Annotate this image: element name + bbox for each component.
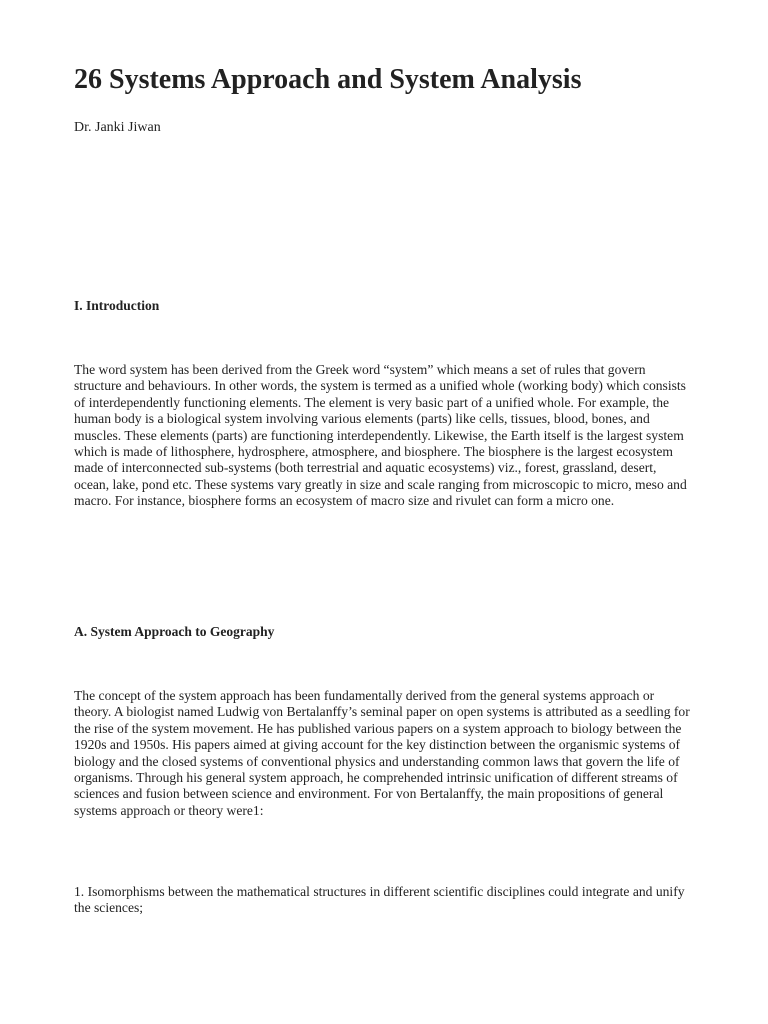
introduction-paragraph: The word system has been derived from the Greek word “system” which means a set of rules that govern structure and behaviours. In other words, the system is termed as a unified whole (working body) which consists of interdependently functioning elements. The element is very basic part of a unified whole. For example, the human body is a biological system involving various elements (parts) like cells, tissues, blood, bones, and muscles. These elements (parts) are functioning interdependently. Likewise, the Earth itself is the largest system which is made of lithosphere, hydrosphere, atmosphere, and biosphere. The biosphere is the largest ecosystem made of interconnected sub-systems (both terrestrial and aquatic ecosystems) viz., forest, grassland, desert, ocean, lake, pond etc. These systems vary greatly in size and scale ranging from microscopic to micro, meso and macro. For instance, biosphere forms an ecosystem of macro size and rivulet can form a micro one. <box>74 362 687 509</box>
author-name: Dr. Janki Jiwan <box>74 120 161 135</box>
section-heading-introduction: I. Introduction <box>74 298 160 313</box>
system-approach-paragraph: The concept of the system approach has been fundamentally derived from the general systems approach or theory. A biologist named Ludwig von Bertalanffy’s seminal paper on open systems is attributed as a seedling for the rise of the system movement. He has published various papers on a system approach to biology between the 1920s and 1950s. His papers aimed at giving account for the key distinction between the organismic systems of biology and the closed systems of conventional physics and understanding common laws that govern the life of organisms. Through his general system approach, he comprehended intrinsic unification of different streams of sciences and fusion between science and environment. For von Bertalanffy, the main propositions of general systems approach or theory were1: <box>74 688 690 818</box>
document-title: 26 Systems Approach and System Analysis <box>74 64 582 95</box>
list-item: 1. Isomorphisms between the mathematical structures in different scientific disciplines could integrate and unify the sciences; <box>74 884 685 916</box>
section-heading-system-approach: A. System Approach to Geography <box>74 624 275 639</box>
